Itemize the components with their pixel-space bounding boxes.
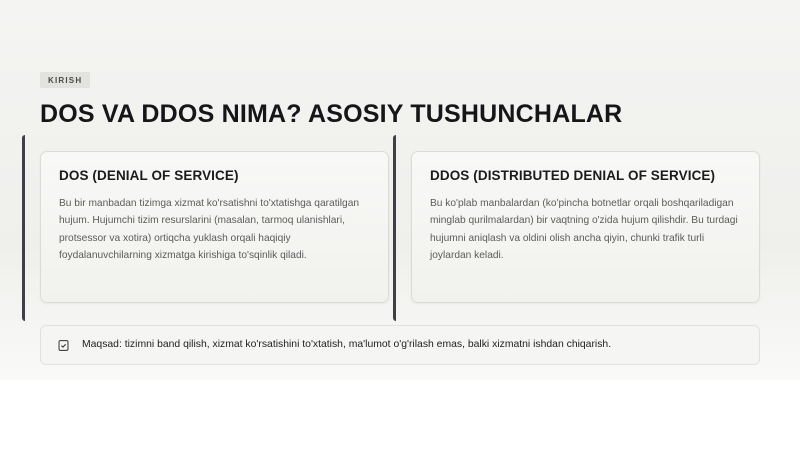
card-dos xyxy=(40,151,389,303)
card-ddos xyxy=(411,151,760,303)
card-dos-body: Bu bir manbadan tizimga xizmat ko'rsatishni to'xtatishga qaratilgan hujum. Hujumchi tizim resurslarini (masalan, tarmoq ulanishlari, protsessor va xotira) ortiqcha yuklash orqali haqiqiy foydalanuvchilarning xizmatga kirishiga to'sqinlik qiladi. xyxy=(59,197,360,262)
clipboard-check-icon xyxy=(57,339,70,352)
card-dos-title: DOS (DENIAL OF SERVICE) xyxy=(59,167,239,183)
cards-row xyxy=(40,151,760,303)
slide-content xyxy=(40,70,760,365)
card-ddos-body: Bu ko'plab manbalardan (ko'pincha botnetlar orqali boshqariladigan minglab qurilmalardan) bir vaqtning o'zida hujum qilishdir. Bu turdagi hujumni aniqlash va oldini olish ancha qiyin, chunki trafik turli joylardan keladi. xyxy=(430,197,738,262)
eyebrow-badge: KIRISH xyxy=(40,72,90,88)
note-banner xyxy=(40,325,760,366)
card-ddos-title: DDOS (DISTRIBUTED DENIAL OF SERVICE) xyxy=(430,167,716,183)
slide-bottom-margin xyxy=(0,380,800,450)
page-title: DOS VA DDOS NIMA? ASOSIY TUSHUNCHALAR xyxy=(40,100,623,128)
note-text: Maqsad: tizimni band qilish, xizmat ko'rsatishini to'xtatish, ma'lumot o'g'rilash emas, balki xizmatni ishdan chiqarish. xyxy=(82,338,612,350)
